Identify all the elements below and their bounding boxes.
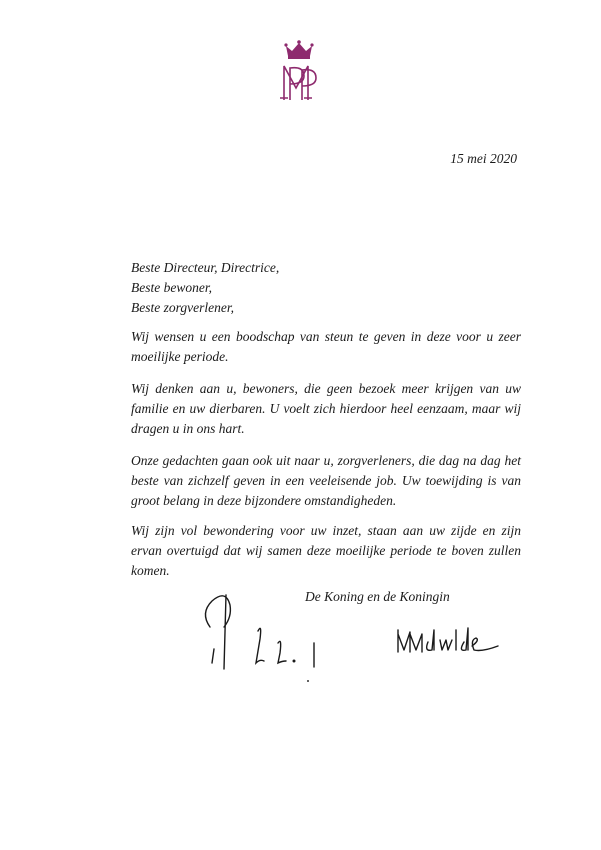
royal-monogram-crown-icon: [274, 38, 324, 104]
paragraph-residents: Wij denken aan u, bewoners, die geen bezoek meer krijgen van uw familie en uw dierbaren. U voelt zich hierdoor heel eenzaam, maar wij dragen u in ons hart.: [131, 381, 521, 436]
salutation-block: [131, 258, 279, 318]
signature-king: [196, 583, 338, 673]
sign-off: De Koning en de Koningin: [305, 589, 450, 604]
ink-dot: [307, 680, 309, 682]
paragraph-admiration: Wij zijn vol bewondering voor uw inzet, staan aan uw zijde en zijn ervan overtuigd dat wij samen deze moeilijke periode te boven zullen komen.: [131, 523, 521, 578]
salutation-line-director: Beste Directeur, Directrice,: [131, 260, 280, 275]
paragraph-support: Wij wensen u een boodschap van steun te geven in deze voor u zeer moeilijke periode.: [131, 329, 521, 364]
salutation-line-resident: Beste bewoner,: [131, 280, 212, 295]
paragraph-caregivers: Onze gedachten gaan ook uit naar u, zorgverleners, die dag na dag het beste van zichzelf geven in een veeleisende job. Uw toewijding is van groot belang in deze bijzondere omstandigheden.: [131, 453, 521, 508]
signature-queen: [394, 620, 504, 662]
letter-date: 15 mei 2020: [450, 151, 517, 166]
salutation-line-caregiver: Beste zorgverlener,: [131, 300, 234, 315]
